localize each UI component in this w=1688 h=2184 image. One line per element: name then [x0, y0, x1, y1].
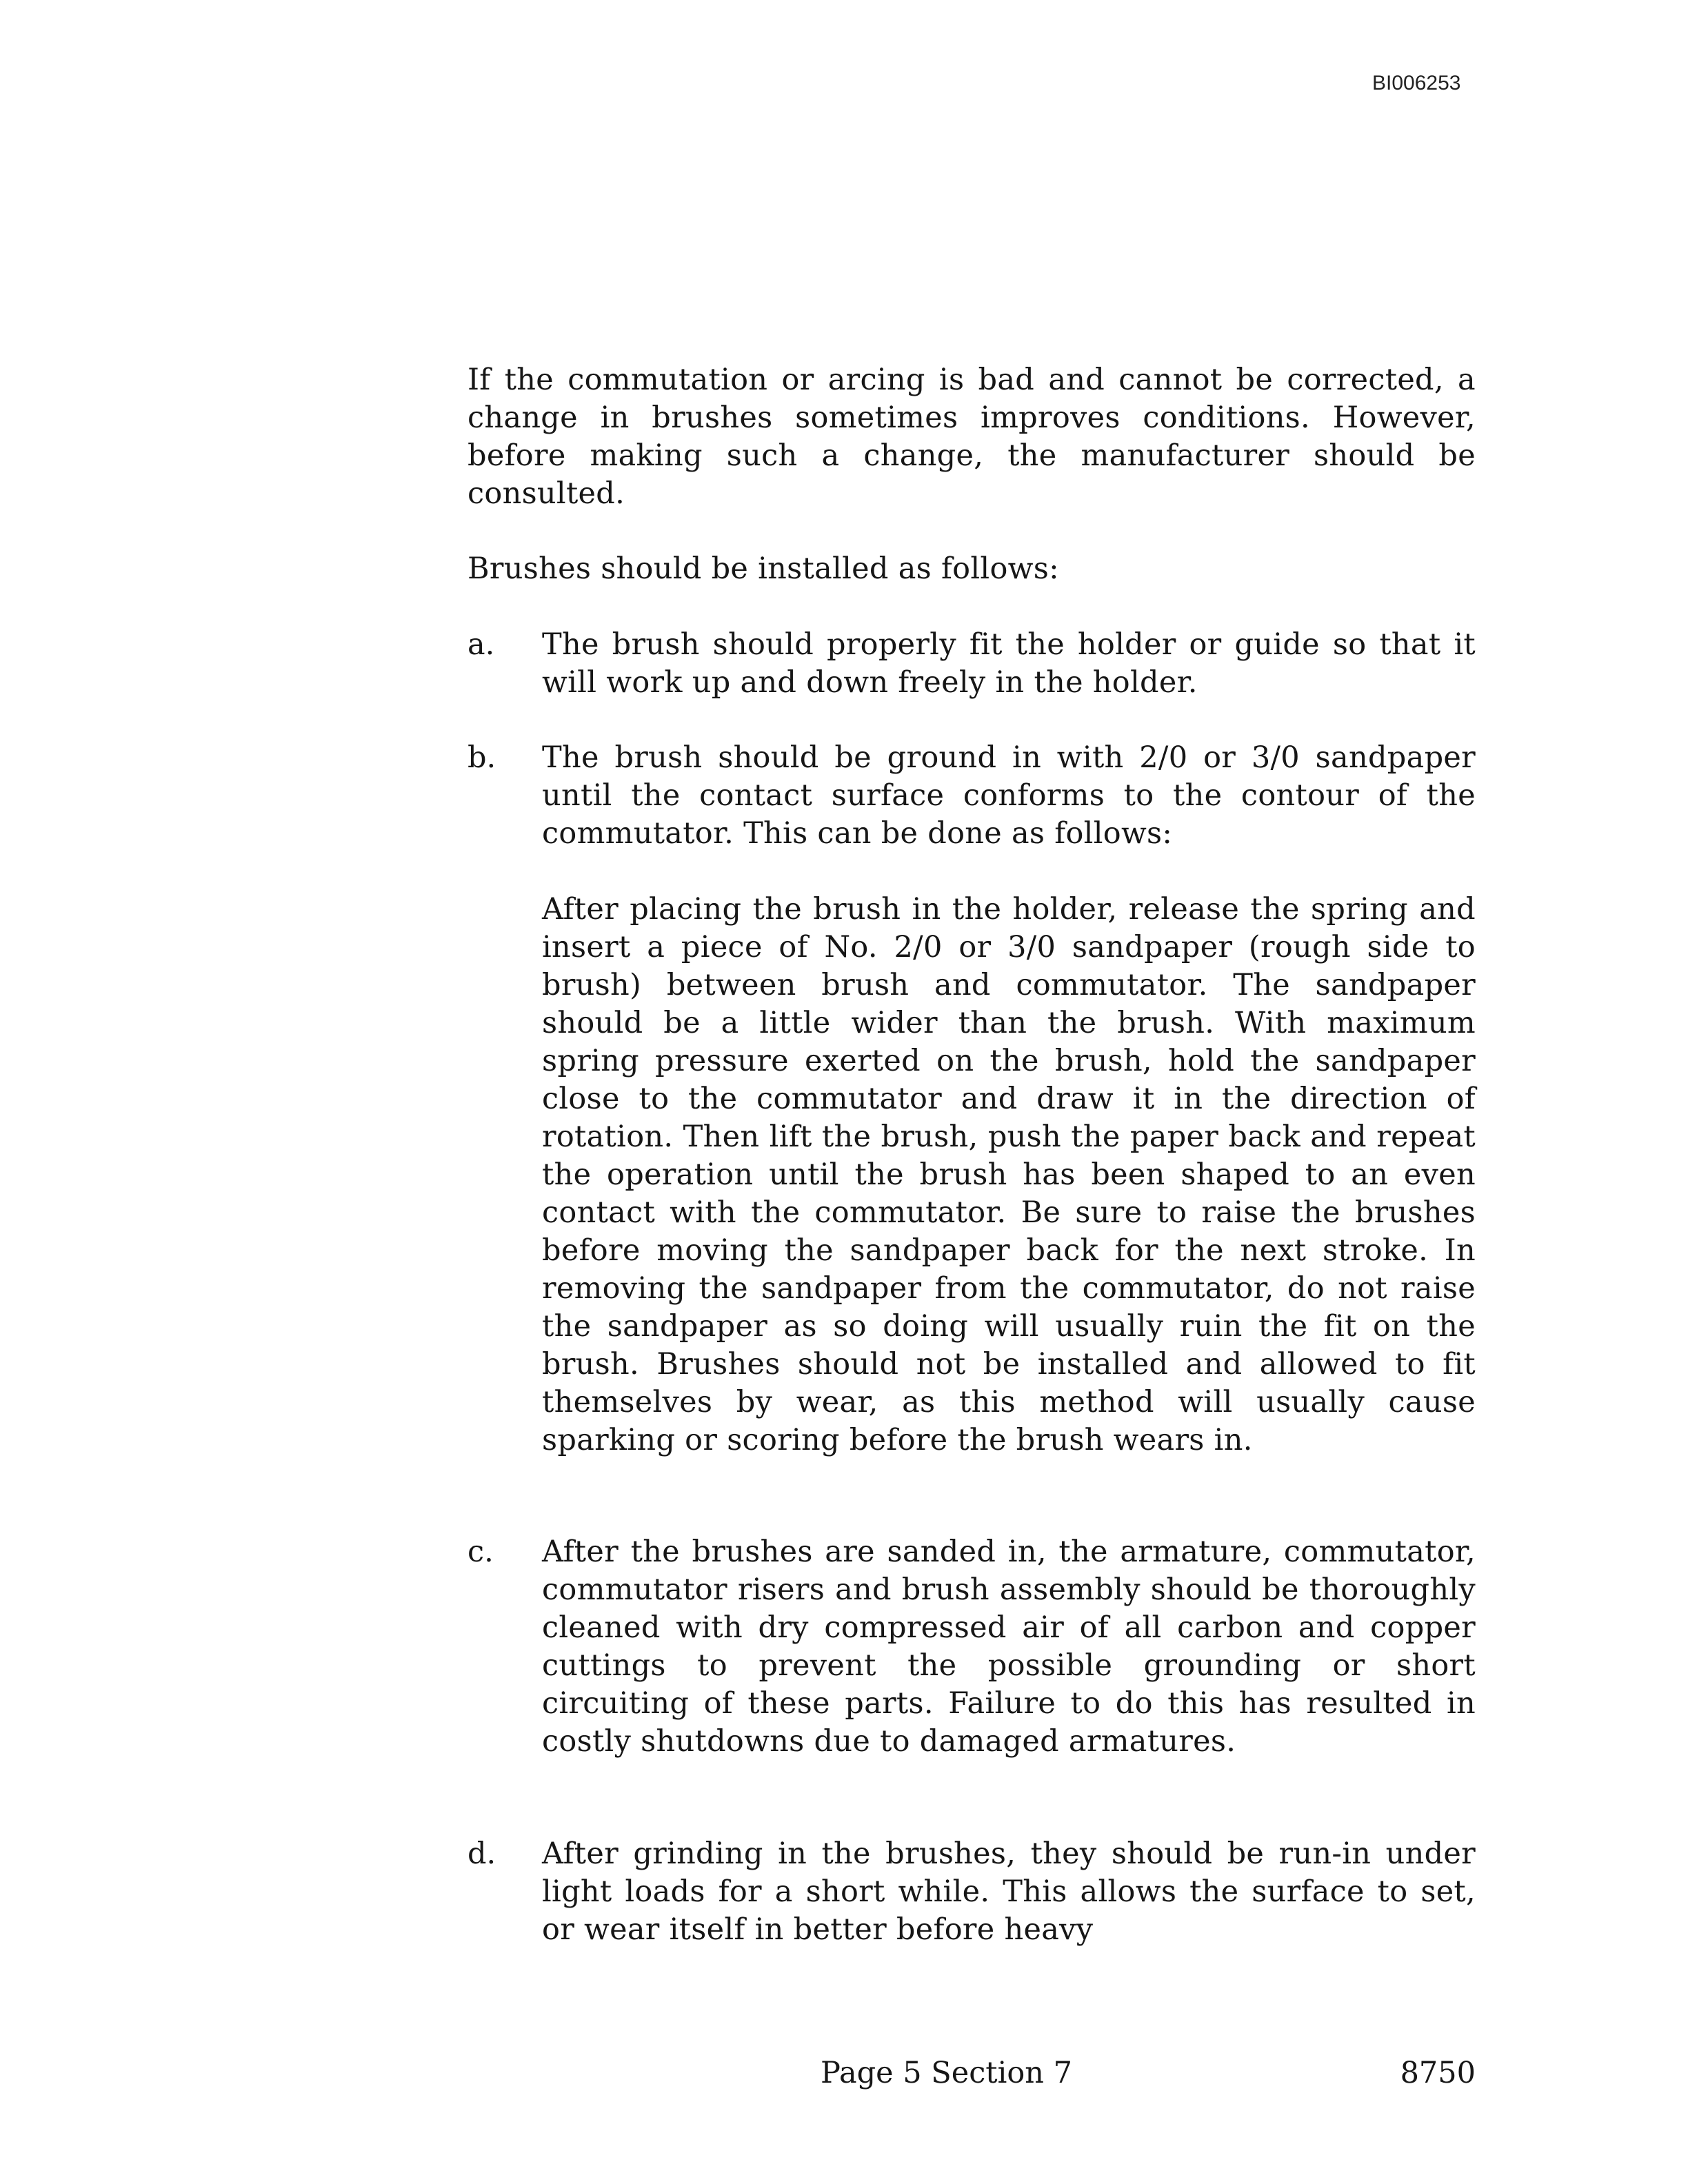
list-item-text — [542, 1533, 1476, 1761]
list-item-text — [542, 626, 1476, 702]
list-marker: a. — [468, 627, 495, 662]
list-marker: b. — [468, 740, 496, 775]
document-id: BI006253 — [1372, 72, 1461, 94]
list-marker: c. — [468, 1535, 494, 1569]
document-number: 8750 — [1400, 2056, 1476, 2090]
list-item-paragraph: The brush should be ground in with 2/0 or 3/0 sandpaper until the contact surface conforms to the contour of the commutator. This can be done as follows: — [542, 740, 1476, 851]
list-item-paragraph: After grinding in the brushes, they should be run-in under light loads for a short while. This allows the surface to set, or wear itself in better before heavy — [542, 1837, 1476, 1947]
list-item-text — [542, 739, 1476, 1459]
list-marker: d. — [468, 1837, 496, 1871]
list-lead-in: Brushes should be installed as follows: — [468, 552, 1059, 586]
list-item-paragraph: The brush should properly fit the holder or guide so that it will work up and down freely in the holder. — [542, 627, 1476, 700]
list-item-paragraph: After placing the brush in the holder, release the spring and insert a piece of No. 2/0 or 3/0 sandpaper (rough side to brush) between brush and commutator. The sandpaper should be a little wider than the brush. With maximum spring pressure exerted on the brush, hold the sandpaper close to the commutator and draw it in the direction of rotation. Then lift the brush, push the paper back and repeat the operation until the brush has been shaped to an even contact with the commutator. Be sure to raise the brushes before moving the sandpaper back for the next stroke. In removing the sandpaper from the commutator, do not raise the sandpaper as so doing will usually ruin the fit on the brush. Brushes should not be installed and allowed to fit themselves by wear, as this method will usually cause sparking or scoring before the brush wears in. — [542, 892, 1476, 1457]
intro-paragraph: If the commutation or arcing is bad and cannot be corrected, a change in brushes sometimes improves conditions. However, before making such a change, the manufacturer should be consulted. — [468, 363, 1476, 511]
list-item-text — [542, 1835, 1476, 1949]
page-section-label: Page 5 Section 7 — [821, 2056, 1072, 2090]
list-item-paragraph: After the brushes are sanded in, the armature, commutator, commutator risers and brush assembly should be thoroughly cleaned with dry compressed air of all carbon and copper cuttings to prevent the possible grounding or short circuiting of these parts. Failure to do this has resulted in costly shutdowns due to damaged armatures. — [542, 1535, 1476, 1759]
